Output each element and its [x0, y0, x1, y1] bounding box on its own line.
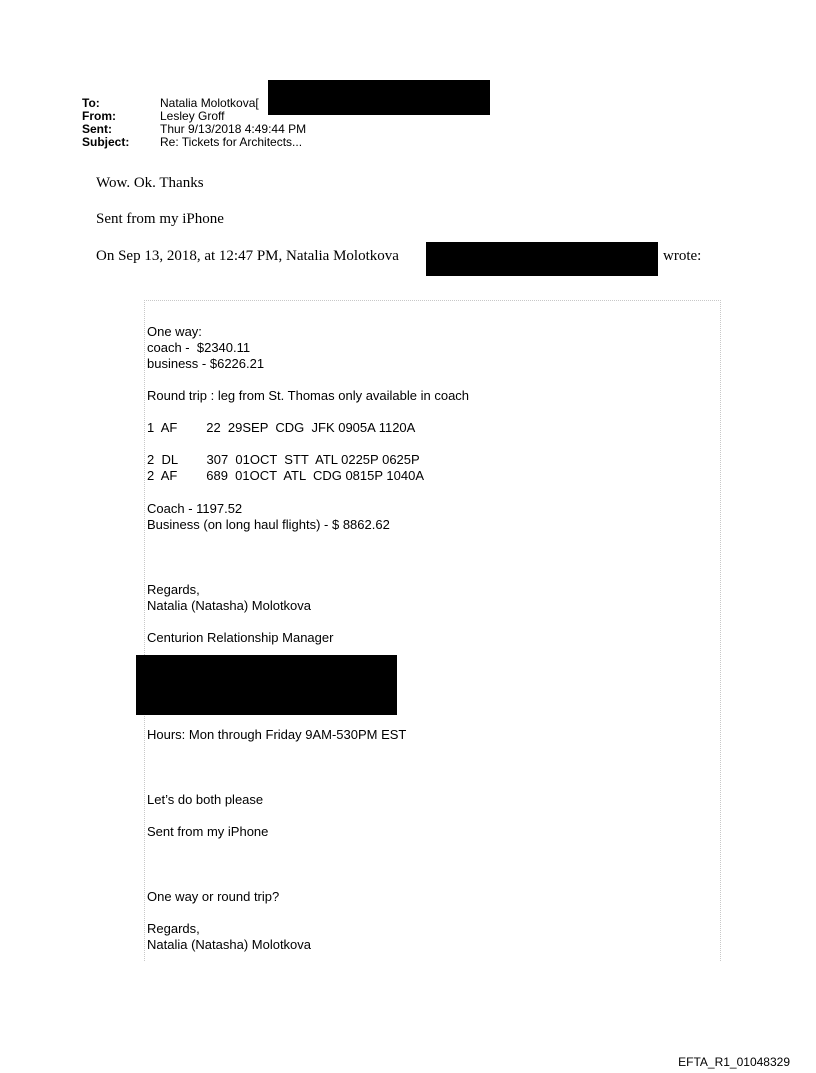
- signature-text: Sent from my iPhone: [96, 211, 224, 227]
- reply-text: Let’s do both please: [147, 792, 264, 807]
- business-price: business - $6226.21: [147, 356, 265, 371]
- coach-roundtrip-price: Coach - 1197.52: [147, 501, 243, 516]
- subject-label: Subject:: [82, 135, 130, 149]
- round-trip-note: Round trip : leg from St. Thomas only available in coach: [147, 388, 470, 403]
- business-roundtrip-price: Business (on long haul flights) - $ 8862.62: [147, 517, 390, 532]
- one-way-label: One way:: [147, 324, 202, 339]
- flight-line: 2 DL 307 01OCT STT ATL 0225P 0625P: [147, 452, 420, 467]
- question-text: One way or round trip?: [147, 889, 280, 904]
- subject-value: Re: Tickets for Architects...: [160, 135, 303, 149]
- to-label: To:: [82, 96, 100, 110]
- subject-row: [82, 136, 306, 149]
- regards-text: Regards,: [147, 921, 200, 936]
- redaction-box: [268, 80, 490, 115]
- redaction-box: [426, 242, 658, 276]
- from-value: Lesley Groff: [160, 109, 225, 123]
- sent-label: Sent:: [82, 122, 112, 136]
- sender-name: Natalia (Natasha) Molotkova: [147, 598, 312, 613]
- reply-text: Wow. Ok. Thanks: [96, 175, 204, 191]
- document-id: EFTA_R1_01048329: [678, 1055, 790, 1069]
- regards-text: Regards,: [147, 582, 200, 597]
- to-value: Natalia Molotkova[: [160, 96, 259, 110]
- flight-line: 2 AF 689 01OCT ATL CDG 0815P 1040A: [147, 468, 425, 483]
- redaction-box: [136, 655, 397, 715]
- hours-text: Hours: Mon through Friday 9AM-530PM EST: [147, 727, 407, 742]
- quote-intro: On Sep 13, 2018, at 12:47 PM, Natalia Molotkova: [96, 248, 399, 264]
- from-label: From:: [82, 109, 116, 123]
- quote-intro-end: wrote:: [663, 248, 702, 264]
- sent-value: Thur 9/13/2018 4:49:44 PM: [160, 122, 307, 136]
- sender-title: Centurion Relationship Manager: [147, 630, 334, 645]
- coach-price: coach - $2340.11: [147, 340, 251, 355]
- flight-line: 1 AF 22 29SEP CDG JFK 0905A 1120A: [147, 420, 416, 435]
- sender-name: Natalia (Natasha) Molotkova: [147, 937, 312, 952]
- signature-text: Sent from my iPhone: [147, 824, 269, 839]
- quoted-message: [144, 300, 721, 961]
